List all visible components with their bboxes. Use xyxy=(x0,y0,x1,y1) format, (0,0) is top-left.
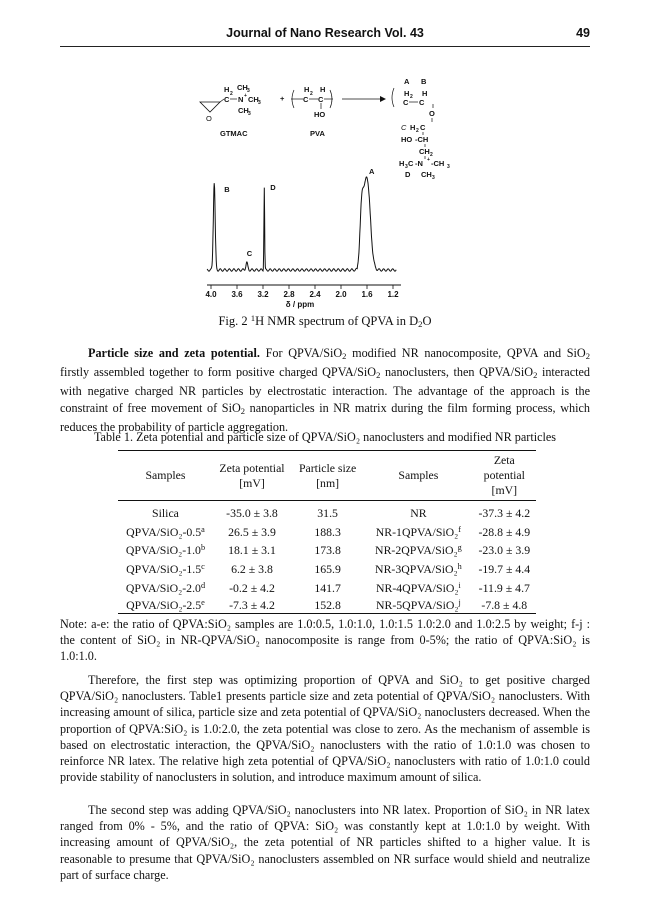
svg-text:+: + xyxy=(427,157,430,163)
caption-sub: 2 xyxy=(418,319,423,329)
figure-caption xyxy=(0,313,650,329)
cell-footnote-mark: a xyxy=(201,524,205,534)
svg-text:HO: HO xyxy=(401,135,413,144)
col-header: Samples xyxy=(364,451,472,501)
table-cell xyxy=(473,560,536,579)
subscript: 2 xyxy=(342,351,347,361)
svg-text:H: H xyxy=(304,85,310,94)
cell-text: NR-3QPVA/SiO₂ xyxy=(375,562,458,577)
svg-text:C: C xyxy=(408,159,414,168)
cell-footnote-mark: j xyxy=(458,597,461,607)
table-row xyxy=(118,560,536,579)
table-cell xyxy=(118,598,213,614)
cell-text: 141.7 xyxy=(314,581,341,596)
svg-text:-CH: -CH xyxy=(415,135,429,144)
svg-text:H: H xyxy=(404,89,410,98)
page-number: 49 xyxy=(576,26,590,40)
cell-footnote-mark: c xyxy=(201,562,205,572)
table-cell xyxy=(473,579,536,598)
x-axis-label: δ / ppm xyxy=(285,300,315,309)
qpva-sidechain xyxy=(395,104,465,184)
cell-text: QPVA/SiO₂-2.5 xyxy=(126,597,202,612)
table-cell xyxy=(364,523,472,542)
qpva-structure xyxy=(392,77,427,107)
table-caption: Table 1. Zeta potential and particle size of QPVA/SiO₂ nanoclusters and modified NR particles xyxy=(93,430,557,444)
x-tick-label: 3.2 xyxy=(257,290,269,299)
svg-text:-CH: -CH xyxy=(431,159,445,168)
cell-footnote-mark: g xyxy=(457,543,462,553)
cell-footnote-mark: f xyxy=(458,524,462,534)
table-cell xyxy=(291,598,364,614)
zeta-table xyxy=(118,450,536,614)
cell-text: QPVA/SiO₂-2.0 xyxy=(125,581,201,596)
cell-text: -35.0 ± 3.8 xyxy=(226,505,278,520)
cell-text: 188.3 xyxy=(314,524,341,539)
x-tick-label: 2.0 xyxy=(335,290,347,299)
svg-text:N: N xyxy=(238,95,244,104)
table-cell xyxy=(213,501,291,523)
svg-text:A: A xyxy=(404,77,410,86)
svg-text:O: O xyxy=(206,114,212,123)
table-cell xyxy=(213,579,291,598)
table-row xyxy=(118,501,536,523)
col-header: Zeta potential [mV] xyxy=(473,451,536,501)
svg-text:C: C xyxy=(318,95,324,104)
svg-text:2: 2 xyxy=(416,128,419,134)
x-tick-label: 3.6 xyxy=(231,290,243,299)
table-cell xyxy=(118,579,213,598)
text-run: interacted with negative charged NR particles by electrostatic interaction. The advantage of the approach is the constraint of free movement of SiO xyxy=(60,365,590,415)
svg-text:2: 2 xyxy=(410,94,413,100)
cell-text: NR-4QPVA/SiO₂ xyxy=(375,581,459,596)
cell-text: -19.7 ± 4.4 xyxy=(478,562,531,577)
table-cell xyxy=(364,501,472,523)
cell-footnote-mark: d xyxy=(200,581,206,591)
cell-text: 31.5 xyxy=(317,505,338,520)
table-cell xyxy=(364,579,472,598)
svg-text:2: 2 xyxy=(230,91,233,97)
svg-text:3: 3 xyxy=(432,175,435,181)
x-tick-label: 4.0 xyxy=(205,290,217,299)
gtmac-label: GTMAC xyxy=(220,129,248,138)
body-paragraph-2: The second step was adding QPVA/SiO₂ nanoclusters into NR latex. Proportion of SiO₂ in NR latex ranged from 0% - 5%, and the ratio of QPVA: SiO₂ was constantly kept at 1.0:1.0 by weight. With increasing amount of QPVA/SiO₂, the zeta potential of NR particles shifted to a higher value. It is reasonable to presume that QPVA/SiO₂ nanoclusters assembled on NR surface would shield and neutralize part of surface charge. xyxy=(60,803,590,882)
svg-text:3: 3 xyxy=(258,100,261,106)
peak-label-d: D xyxy=(270,183,276,192)
table-cell xyxy=(473,542,536,561)
svg-text:CH: CH xyxy=(421,170,432,179)
svg-text:C: C xyxy=(403,98,409,107)
cell-text: NR xyxy=(410,505,427,520)
cell-text: QPVA/SiO₂-1.5 xyxy=(126,562,202,577)
svg-text:2: 2 xyxy=(430,152,433,158)
svg-text:HO: HO xyxy=(314,110,326,119)
cell-text: -11.9 ± 4.7 xyxy=(478,581,530,596)
col-header: Zeta potential [mV] xyxy=(213,451,291,501)
table-cell xyxy=(291,579,364,598)
page-header xyxy=(60,24,590,47)
pva-label: PVA xyxy=(310,129,325,138)
table-cell xyxy=(473,598,536,614)
cell-text: 26.5 ± 3.9 xyxy=(228,524,276,539)
nmr-figure xyxy=(190,74,428,309)
svg-text:3: 3 xyxy=(447,164,450,170)
svg-text:B: B xyxy=(421,77,427,86)
peak-label-b: B xyxy=(224,185,230,194)
caption-sup: 1 xyxy=(250,313,256,323)
col-header: Particle size [nm] xyxy=(291,451,364,501)
text-run: nanoclusters, then QPVA/SiO xyxy=(380,365,534,380)
body-paragraph-1: Therefore, the first step was optimizing proportion of QPVA and SiO₂ to get positive charged QPVA/SiO₂ nanoclusters. Table1 presents particle size and zeta potential of QPVA/SiO₂ nanoclusters. With increasing amount of silica, particle size and zeta potential of QPVA/SiO₂ nanoclusters decreased. When the proportion of QPVA:SiO₂ is 1.0:2.0, the zeta potential was close to zero. As the mechanism of assemble is based on electrostatic interaction, the QPVA/SiO₂ nanoclusters with the ratio of 1.0:1.0 was chosen to reinforce NR latex. The relative high zeta potential of QPVA/SiO₂ nanoclusters with ratio of 1.0:1.0 could provide stability of nanoclusters in solution, and introduce maximum amount of silica. xyxy=(60,673,590,785)
svg-text:H: H xyxy=(399,159,405,168)
text-run: For QPVA/SiO xyxy=(259,346,343,360)
svg-text:2: 2 xyxy=(310,91,313,97)
svg-text:C: C xyxy=(419,98,425,107)
subscript: 2 xyxy=(240,405,246,416)
caption-end: O xyxy=(422,314,432,328)
spectrum-line xyxy=(207,177,396,271)
svg-text:C: C xyxy=(303,95,309,104)
table-cell xyxy=(118,560,213,579)
cell-text: NR-2QPVA/SiO₂ xyxy=(375,543,458,558)
svg-text:CH: CH xyxy=(248,95,259,104)
section-heading: Particle size and zeta potential. xyxy=(88,346,260,360)
svg-text:3: 3 xyxy=(248,111,251,117)
cell-footnote-mark: i xyxy=(458,581,461,591)
cell-text: Silica xyxy=(152,505,179,520)
table-cell xyxy=(213,598,291,614)
svg-text:O: O xyxy=(429,109,435,118)
table-cell xyxy=(118,523,213,542)
cell-text: 18.1 ± 3.1 xyxy=(228,543,276,558)
caption-text: H NMR spectrum of QPVA in D xyxy=(255,314,419,328)
cell-text: NR-5QPVA/SiO₂ xyxy=(375,597,459,612)
table-cell xyxy=(291,523,364,542)
cell-footnote-mark: e xyxy=(201,597,205,607)
cell-text: -7.8 ± 4.8 xyxy=(481,597,528,612)
table-cell xyxy=(213,542,291,561)
text-run: nanoparticles in NR matrix during the film forming process, which reduces the probability of particle aggregation. xyxy=(60,400,590,434)
svg-text:C: C xyxy=(420,123,426,132)
cell-text: QPVA/SiO₂-1.0 xyxy=(125,543,201,558)
plus-sign: + xyxy=(280,94,285,103)
table-note: Note: a-e: the ratio of QPVA:SiO₂ samples are 1.0:0.5, 1.0:1.0, 1.0:1.5 1.0:2.0 and 1.0:2.5 by weight; f-j : the content of SiO₂ in NR-QPVA/SiO₂ nanocomposite is range from 0-5%; the ratio of QPVA:SiO₂ is 1.0:1.0. xyxy=(60,617,590,664)
peak-label-c: C xyxy=(246,249,253,258)
particle-size-paragraph xyxy=(60,345,590,435)
table-row xyxy=(118,598,536,614)
x-tick-label: 2.8 xyxy=(283,290,295,299)
table-cell xyxy=(364,598,472,614)
peak-label-a: A xyxy=(369,167,375,176)
table-row xyxy=(118,542,536,561)
peak-d-struct-label: D xyxy=(405,170,411,179)
table-row xyxy=(118,523,536,542)
col-header: Samples xyxy=(118,451,213,501)
table-cell xyxy=(118,501,213,523)
text-run: firstly assembled together to form positive charged QPVA/SiO xyxy=(60,365,377,380)
cell-text: -37.3 ± 4.2 xyxy=(478,505,531,520)
table-cell xyxy=(291,560,364,579)
svg-text:CH: CH xyxy=(419,147,430,156)
svg-text:-N: -N xyxy=(415,159,423,168)
svg-text:3: 3 xyxy=(405,164,408,170)
table-cell xyxy=(213,560,291,579)
x-tick-label: 1.2 xyxy=(387,290,399,299)
svg-text:CH: CH xyxy=(238,106,249,115)
cell-text: -0.2 ± 4.2 xyxy=(229,581,275,596)
table-row xyxy=(118,579,536,598)
svg-text:C: C xyxy=(401,123,407,132)
journal-title: Journal of Nano Research Vol. 43 xyxy=(226,26,424,40)
subscript: 2 xyxy=(585,351,590,361)
table-cell xyxy=(213,523,291,542)
cell-text: -23.0 ± 3.9 xyxy=(478,543,531,558)
svg-text:H: H xyxy=(422,89,428,98)
svg-text:H: H xyxy=(410,123,416,132)
cell-footnote-mark: h xyxy=(457,562,462,572)
table-cell xyxy=(291,542,364,561)
cell-text: 6.2 ± 3.8 xyxy=(231,562,273,577)
cell-text: QPVA/SiO₂-0.5 xyxy=(126,524,202,539)
cell-text: -28.8 ± 4.9 xyxy=(478,524,531,539)
table-cell xyxy=(473,523,536,542)
table-cell xyxy=(291,501,364,523)
svg-text:+: + xyxy=(244,93,247,99)
gtmac-structure xyxy=(200,83,261,138)
table-cell xyxy=(118,542,213,561)
cell-text: 173.8 xyxy=(314,543,341,558)
text-run: modified NR nanocomposite, QPVA and SiO xyxy=(346,346,586,360)
subscript: 2 xyxy=(533,370,538,381)
table-cell xyxy=(473,501,536,523)
cell-text: -7.3 ± 4.2 xyxy=(229,597,275,612)
cell-text: NR-1QPVA/SiO₂ xyxy=(375,524,459,539)
svg-text:3: 3 xyxy=(247,88,250,94)
caption-prefix: Fig. 2 xyxy=(218,314,248,328)
subscript: 2 xyxy=(376,370,381,381)
svg-text:CH: CH xyxy=(237,83,248,92)
cell-text: 152.8 xyxy=(314,597,341,612)
table-cell xyxy=(364,560,472,579)
pva-structure xyxy=(291,85,333,138)
x-tick-label: 1.6 xyxy=(361,290,373,299)
cell-text: 165.9 xyxy=(314,562,341,577)
table-cell xyxy=(364,542,472,561)
svg-text:H: H xyxy=(224,85,230,94)
svg-text:C: C xyxy=(224,95,230,104)
cell-footnote-mark: b xyxy=(200,543,206,553)
svg-text:H: H xyxy=(320,85,326,94)
x-tick-label: 2.4 xyxy=(309,290,321,299)
